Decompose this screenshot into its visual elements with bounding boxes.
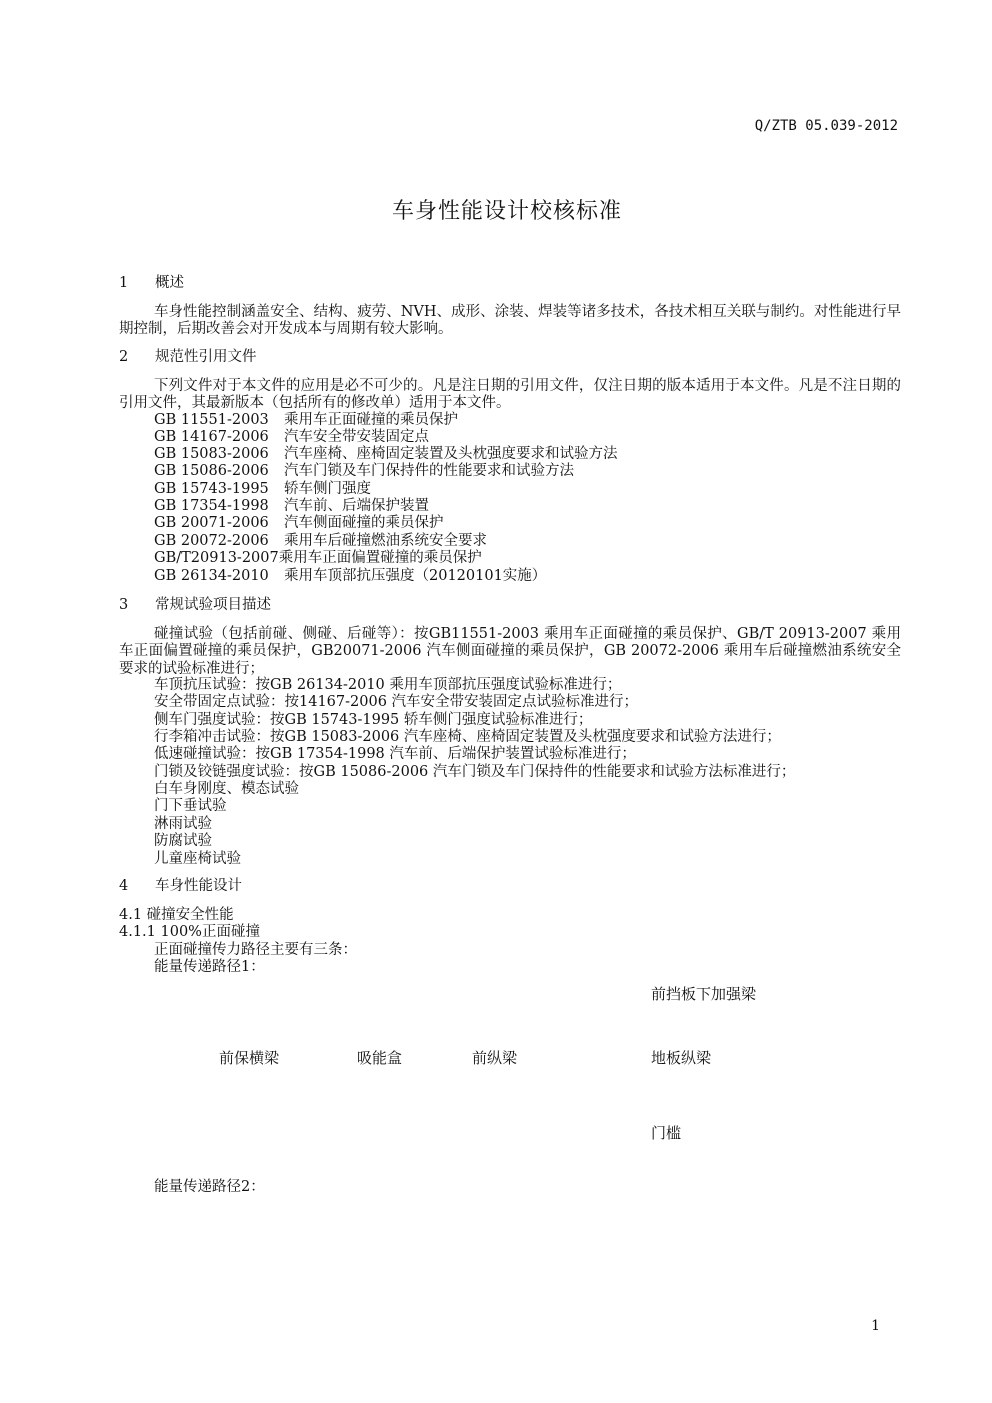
energy-path-2-label: 能量传递路径2： (154, 1179, 265, 1195)
ref-item: GB/T20913-2007乘用车正面偏置碰撞的乘员保护 (154, 550, 482, 566)
ref-item: GB 11551-2003 乘用车正面碰撞的乘员保护 (154, 412, 458, 428)
section-2-heading: 2 规范性引用文件 (119, 349, 257, 365)
diagram-dash-reinforcement: 前挡板下加强梁 (651, 985, 757, 1003)
test-item: 门锁及铰链强度试验：按GB 15086-2006 汽车门锁及车门保持件的性能要求和试验方法标准进行； (154, 764, 796, 780)
load-path-intro: 正面碰撞传力路径主要有三条： (154, 942, 357, 958)
ref-item: GB 20072-2006 乘用车后碰撞燃油系统安全要求 (154, 533, 487, 549)
diagram-sill: 门槛 (651, 1124, 682, 1142)
section-1-heading: 1 概述 (119, 275, 184, 291)
subsection-4-1-1: 4.1.1 100%正面碰撞 (119, 924, 260, 940)
section-3-heading: 3 常规试验项目描述 (119, 597, 271, 613)
page-title: 车身性能设计校核标准 (391, 199, 622, 224)
section-3-paragraph: 碰撞试验（包括前碰、侧碰、后碰等）：按GB11551-2003 乘用车正面碰撞的乘员保护、GB/T 20913-2007 乘用车正面偏置碰撞的乘员保护，GB20071-2006 汽车侧面碰撞的乘员保护，GB 20072-2006 乘用车后碰撞燃油系统安全要求的试验标准进行； (119, 626, 901, 677)
test-item: 侧车门强度试验：按GB 15743-1995 轿车侧门强度试验标准进行； (154, 712, 593, 728)
ref-item: GB 20071-2006 汽车侧面碰撞的乘员保护 (154, 515, 444, 531)
diagram-crash-box: 吸能盒 (357, 1049, 403, 1067)
test-item: 安全带固定点试验：按14167-2006 汽车安全带安装固定点试验标准进行； (154, 694, 639, 710)
section-2-paragraph: 下列文件对于本文件的应用是必不可少的。凡是注日期的引用文件，仅注日期的版本适用于本文件。凡是不注日期的引用文件，其最新版本（包括所有的修改单）适用于本文件。 (119, 378, 901, 412)
test-item: 防腐试验 (154, 833, 212, 849)
test-item: 儿童座椅试验 (154, 851, 241, 867)
ref-item: GB 15743-1995 轿车侧门强度 (154, 481, 371, 497)
ref-item: GB 15086-2006 汽车门锁及车门保持件的性能要求和试验方法 (154, 463, 574, 479)
test-item: 行李箱冲击试验：按GB 15083-2006 汽车座椅、座椅固定装置及头枕强度要求和试验方法进行； (154, 729, 781, 745)
subsection-4-1: 4.1 碰撞安全性能 (119, 907, 234, 923)
test-item: 淋雨试验 (154, 816, 212, 832)
section-4-heading: 4 车身性能设计 (119, 878, 242, 894)
section-1-paragraph: 车身性能控制涵盖安全、结构、疲劳、NVH、成形、涂装、焊装等诸多技术，各技术相互关联与制约。对性能进行早期控制，后期改善会对开发成本与周期有较大影响。 (119, 304, 901, 338)
document-number: Q/ZTB 05.039-2012 (754, 118, 898, 134)
ref-item: GB 26134-2010 乘用车顶部抗压强度（20120101实施） (154, 568, 547, 584)
test-item: 车顶抗压试验：按GB 26134-2010 乘用车顶部抗压强度试验标准进行； (154, 677, 622, 693)
ref-item: GB 14167-2006 汽车安全带安装固定点 (154, 429, 429, 445)
test-item: 门下垂试验 (154, 798, 227, 814)
test-item: 白车身刚度、模态试验 (154, 781, 299, 797)
energy-path-1-label: 能量传递路径1： (154, 959, 265, 975)
page-number: 1 (871, 1318, 880, 1334)
diagram-floor-rail: 地板纵梁 (651, 1049, 712, 1067)
ref-item: GB 15083-2006 汽车座椅、座椅固定装置及头枕强度要求和试验方法 (154, 446, 618, 462)
test-item: 低速碰撞试验：按GB 17354-1998 汽车前、后端保护装置试验标准进行； (154, 746, 636, 762)
diagram-front-rail: 前纵梁 (472, 1049, 518, 1067)
ref-item: GB 17354-1998 汽车前、后端保护装置 (154, 498, 429, 514)
diagram-front-bumper: 前保横梁 (219, 1049, 280, 1067)
